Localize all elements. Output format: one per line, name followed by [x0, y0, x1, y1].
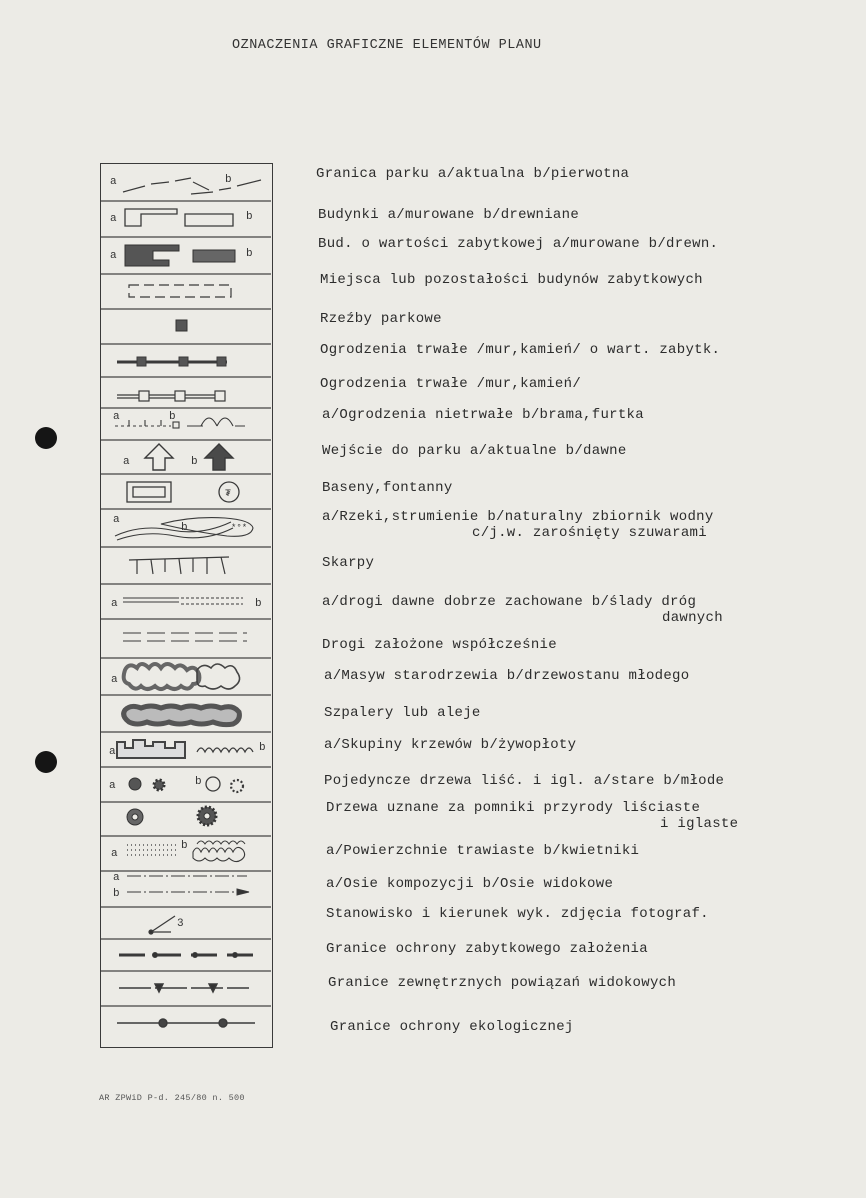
label-a-20: a	[111, 848, 118, 860]
label-a-13: a	[111, 598, 118, 610]
label-b-13: b	[255, 598, 262, 610]
page-title: OZNACZENIA GRAFICZNE ELEMENTÓW PLANU	[232, 38, 542, 53]
legend-desc-22: Stanowisko i kierunek wyk. zdjęcia fotograf.	[326, 906, 709, 922]
ecological-protection-line-icon	[117, 1019, 255, 1027]
legend-desc-7: Ogrodzenia trwałe /mur,kamień/	[320, 376, 582, 392]
monument-trees-icon	[127, 807, 216, 825]
legend-desc-17: a/Skupiny krzewów b/żywopłoty	[324, 737, 577, 753]
axes-icon	[113, 872, 249, 900]
lawn-flowerbed-icon	[111, 840, 245, 862]
label-three-22: 3	[177, 918, 184, 930]
label-b-3: b	[246, 248, 253, 260]
building-icon	[110, 209, 253, 226]
permanent-fence-icon	[117, 391, 225, 401]
legend-desc-20: a/Powierzchnie trawiaste b/kwietniki	[326, 843, 640, 859]
old-roads-icon	[111, 598, 262, 610]
heritage-protection-line-icon	[119, 953, 253, 958]
label-b-21: b	[113, 888, 120, 900]
legend-desc-6: Ogrodzenia trwałe /mur,kamień/ o wart. zabytk.	[320, 342, 721, 358]
label-a-3: a	[110, 250, 117, 262]
label-b-11: b	[181, 522, 188, 534]
punch-hole-top	[35, 427, 57, 449]
label-b-17: b	[259, 742, 266, 754]
building-remains-icon	[129, 285, 231, 297]
park-entrance-arrow-icon	[123, 444, 233, 470]
label-b-20: b	[181, 840, 188, 852]
legend-desc-12: Skarpy	[322, 555, 375, 571]
slope-icon	[129, 557, 229, 574]
legend-desc-15: a/Masyw starodrzewia b/drzewostanu młodego	[324, 668, 690, 684]
pool-fountain-icon	[127, 482, 239, 502]
tree-alley-icon	[124, 706, 240, 725]
svg-text:₮: ₮	[225, 489, 232, 500]
single-trees-icon	[109, 776, 243, 792]
legend-desc-5: Rzeźby parkowe	[320, 311, 442, 327]
label-a-1: a	[110, 176, 117, 188]
legend-desc-16: Szpalery lub aleje	[324, 705, 481, 721]
label-b-9: b	[191, 456, 198, 468]
label-a-17: a	[109, 746, 116, 758]
water-icon	[113, 514, 253, 540]
label-a-21: a	[113, 872, 120, 884]
legend-desc-1: Granica parku a/aktualna b/pierwotna	[316, 166, 630, 182]
legend-desc-23: Granice ochrony zabytkowego założenia	[326, 941, 648, 957]
svg-text:*°*: *°*	[231, 523, 248, 533]
legend-desc-19: Drzewa uznane za pomniki przyrody liściaste i iglaste	[326, 800, 739, 832]
park-boundary-icon	[110, 174, 261, 194]
legend-desc-8: a/Ogrodzenia nietrwałe b/brama,furtka	[322, 407, 644, 423]
label-a-18: a	[109, 780, 116, 792]
historic-building-icon	[110, 245, 253, 266]
label-a-8: a	[113, 411, 120, 423]
legend-desc-13: a/drogi dawne dobrze zachowane b/ślady dróg dawnych	[322, 594, 723, 626]
legend-desc-9: Wejście do parku a/aktualne b/dawne	[322, 443, 627, 459]
label-b-8: b	[169, 411, 176, 423]
legend-desc-11: a/Rzeki,strumienie b/naturalny zbiornik wodny c/j.w. zarośnięty szuwarami	[322, 509, 714, 541]
temporary-fence-gate-icon	[113, 411, 245, 428]
shrubs-hedges-icon	[109, 740, 266, 758]
legend-desc-10: Baseny,fontanny	[322, 480, 453, 496]
legend-symbols-svg	[101, 164, 271, 1046]
label-a-2: a	[110, 213, 117, 225]
legend-desc-25: Granice ochrony ekologicznej	[330, 1019, 574, 1035]
label-a-11: a	[113, 514, 120, 526]
label-b-1: b	[225, 174, 232, 186]
tree-stand-icon	[111, 664, 240, 689]
label-b-18: b	[195, 776, 202, 788]
historic-fence-icon	[117, 357, 227, 366]
legend-desc-24: Granice zewnętrznych powiązań widokowych	[328, 975, 677, 991]
legend-symbol-column	[100, 163, 273, 1048]
label-a-15: a	[111, 674, 118, 686]
sculpture-icon	[176, 320, 187, 331]
label-a-9: a	[123, 456, 130, 468]
legend-desc-3: Bud. o wartości zabytkowej a/murowane b/drewn.	[318, 236, 719, 252]
photo-position-icon	[149, 916, 184, 934]
legend-desc-21: a/Osie kompozycji b/Osie widokowe	[326, 876, 614, 892]
legend-desc-2: Budynki a/murowane b/drewniane	[318, 207, 580, 223]
archive-reference: AR ZPWiD P-d. 245/80 n. 500	[99, 1093, 245, 1103]
punch-hole-bottom	[35, 751, 57, 773]
legend-desc-14: Drogi założone współcześnie	[322, 637, 557, 653]
legend-desc-4: Miejsca lub pozostałości budynów zabytkowych	[320, 272, 703, 288]
label-b-2: b	[246, 211, 253, 223]
modern-roads-icon	[123, 633, 247, 641]
view-links-line-icon	[119, 984, 249, 992]
legend-desc-18: Pojedyncze drzewa liść. i igl. a/stare b/młode	[324, 773, 725, 789]
